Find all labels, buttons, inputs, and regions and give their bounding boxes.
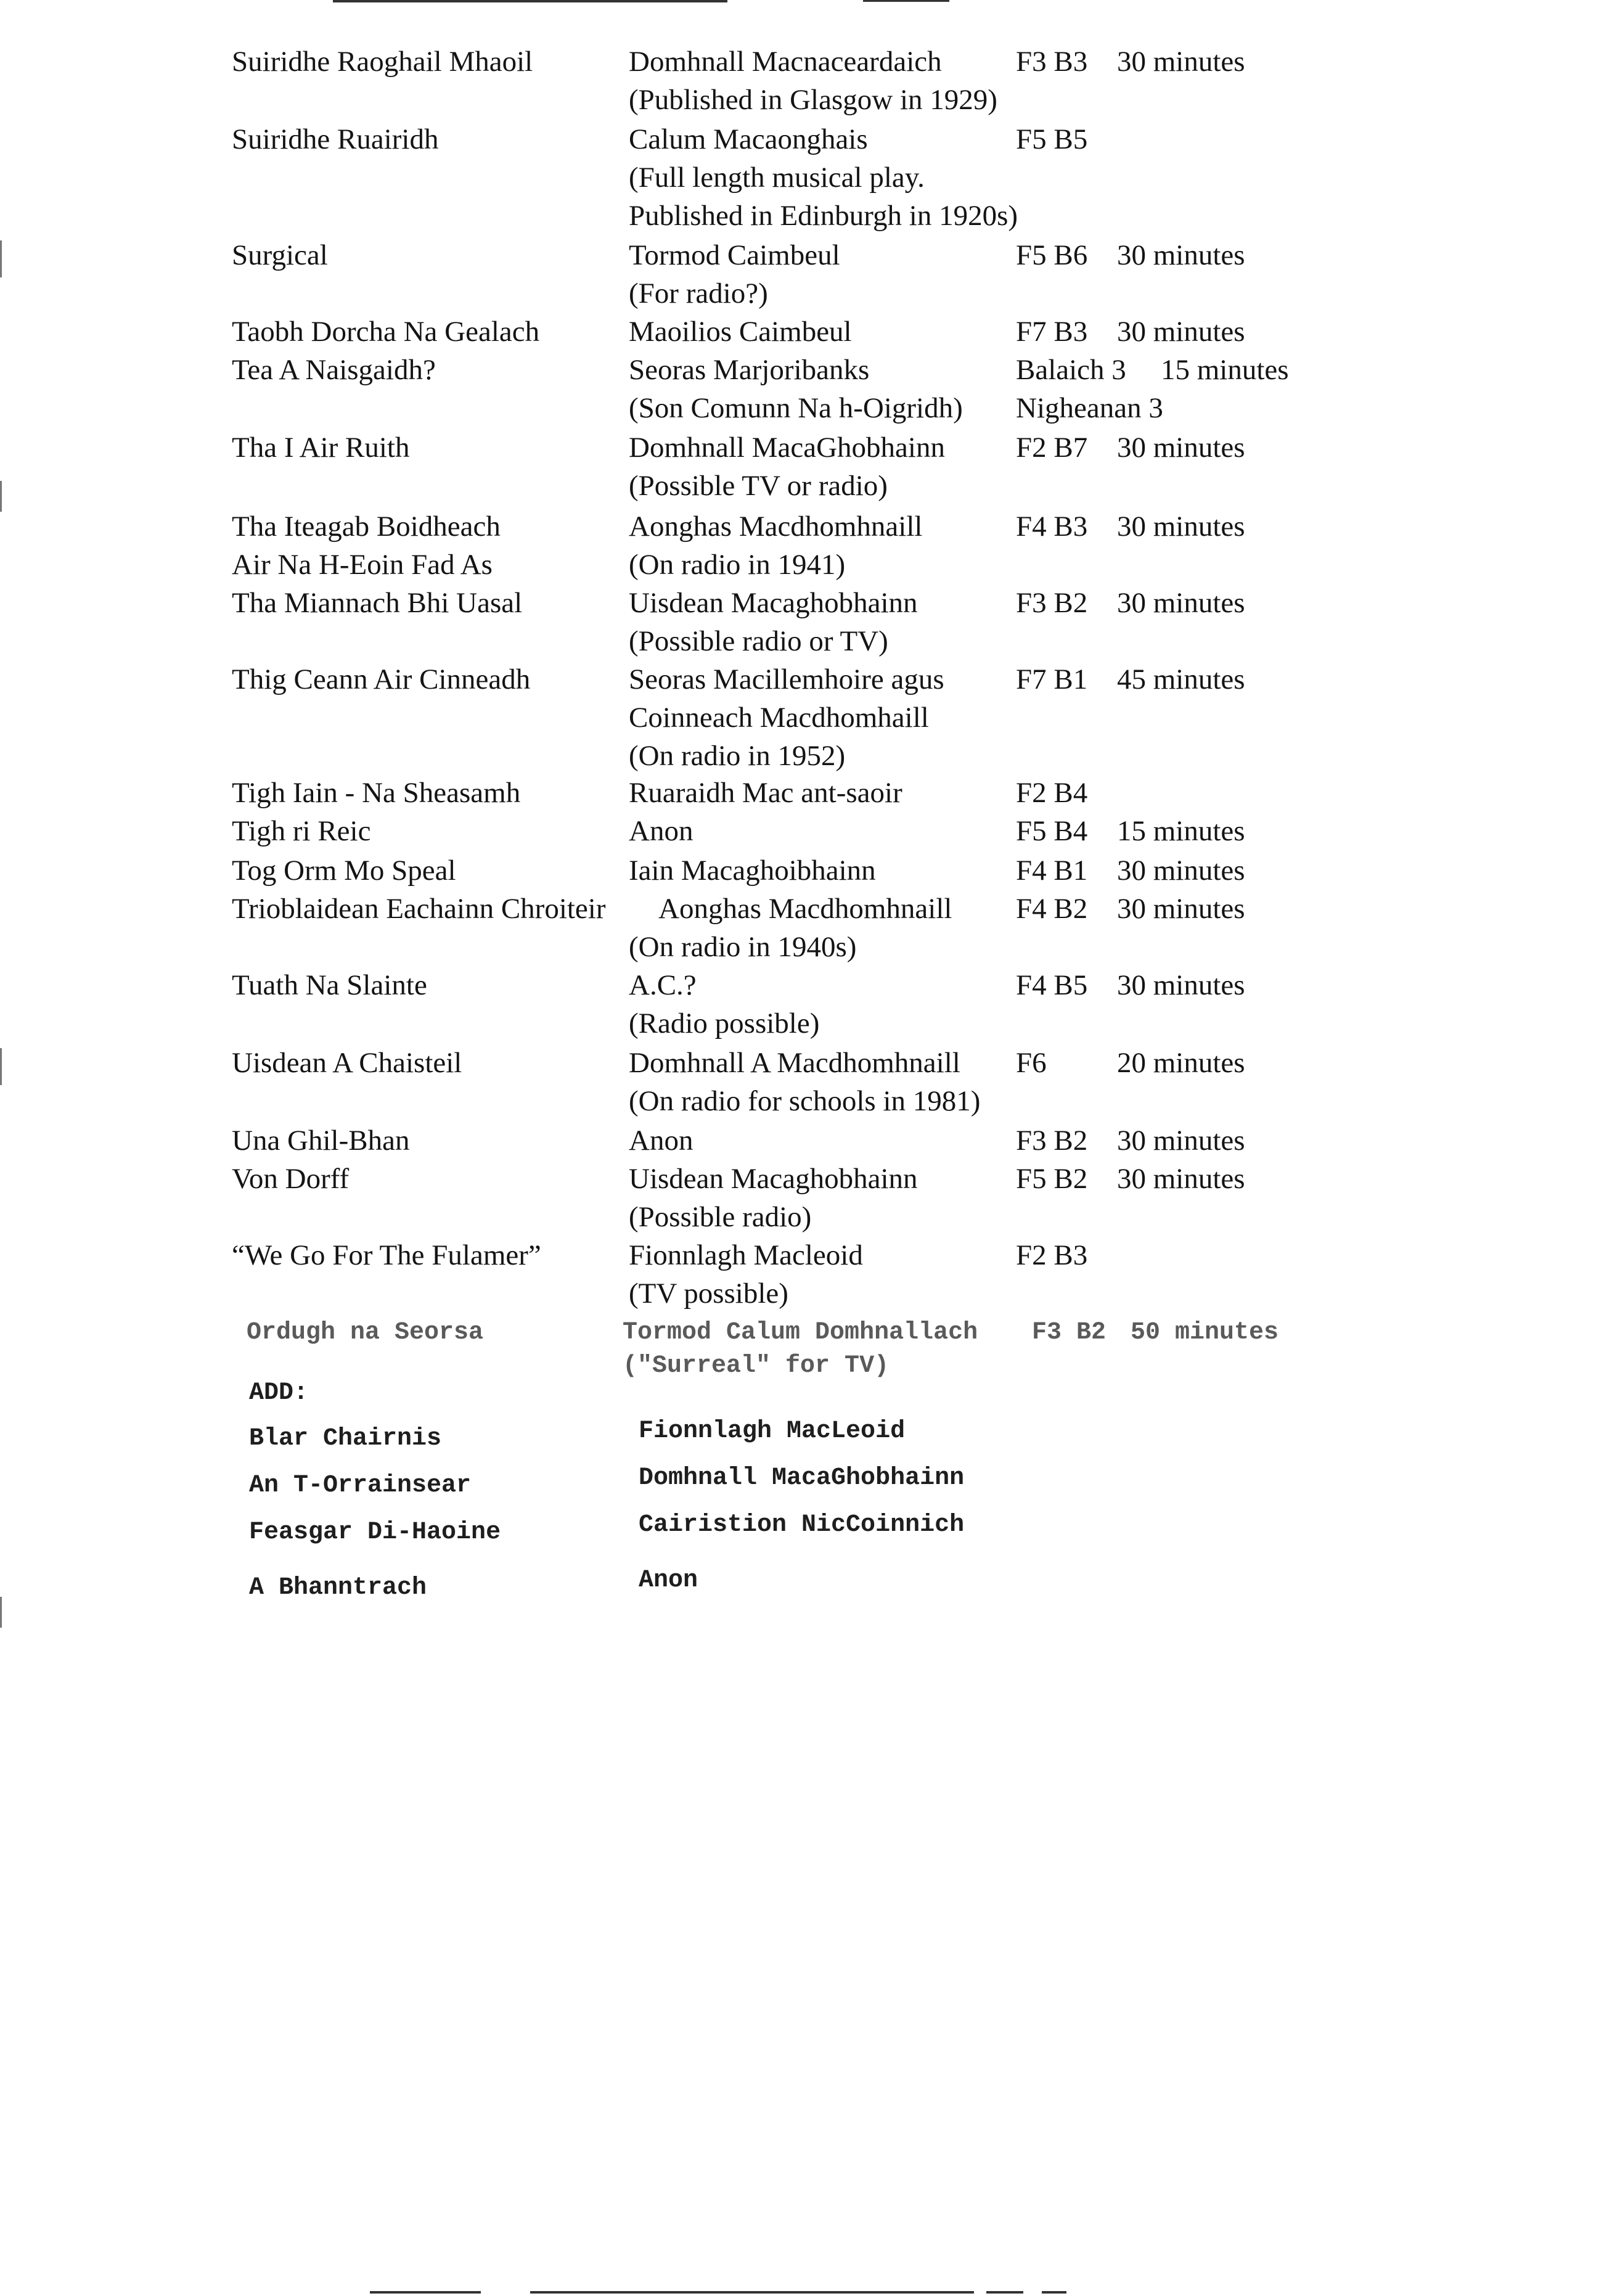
play-author: Seoras Marjoribanks bbox=[629, 354, 870, 386]
play-title: “We Go For The Fulamer” bbox=[232, 1239, 541, 1271]
play-author: Domhnall Macnaceardaich bbox=[629, 46, 942, 78]
play-title: Tigh ri Reic bbox=[232, 815, 371, 847]
play-note: Coinneach Macdhomhaill bbox=[629, 702, 929, 734]
typed-entry-note: ("Surreal" for TV) bbox=[623, 1352, 890, 1380]
play-note: (Published in Glasgow in 1929) bbox=[629, 84, 997, 116]
cast-breakdown: F3 B2 bbox=[1016, 1125, 1088, 1157]
play-author: Aonghas Macdhomhnaill bbox=[658, 893, 952, 925]
play-title: Tigh Iain - Na Sheasamh bbox=[232, 777, 521, 809]
play-title: Trioblaidean Eachainn Chroiteir bbox=[232, 893, 606, 925]
cast-breakdown: F3 B2 bbox=[1016, 587, 1088, 619]
cast-breakdown: F4 B2 bbox=[1016, 893, 1088, 925]
cast-breakdown: F4 B3 bbox=[1016, 510, 1088, 543]
play-note: (Possible TV or radio) bbox=[629, 470, 888, 502]
play-author: A.C.? bbox=[629, 969, 697, 1001]
play-duration: 30 minutes bbox=[1117, 893, 1245, 925]
added-play-title: Feasgar Di-Haoine bbox=[249, 1519, 501, 1546]
play-author: Iain Macaghoibhainn bbox=[629, 855, 876, 887]
cast-breakdown: F3 B3 bbox=[1016, 46, 1088, 78]
play-author: Tormod Caimbeul bbox=[629, 239, 840, 271]
play-note: (For radio?) bbox=[629, 277, 768, 310]
cast-breakdown: F7 B1 bbox=[1016, 663, 1088, 695]
add-heading: ADD: bbox=[249, 1379, 309, 1407]
play-note: (Possible radio) bbox=[629, 1201, 812, 1233]
cast-breakdown: F5 B4 bbox=[1016, 815, 1088, 847]
play-title: Suiridhe Ruairidh bbox=[232, 123, 439, 155]
play-note: (On radio in 1941) bbox=[629, 549, 846, 581]
play-author: Ruaraidh Mac ant-saoir bbox=[629, 777, 902, 809]
play-title: Tha I Air Ruith bbox=[232, 432, 410, 464]
play-duration: 30 minutes bbox=[1117, 587, 1245, 619]
play-note: (On radio in 1952) bbox=[629, 740, 846, 772]
play-duration: 30 minutes bbox=[1117, 46, 1245, 78]
play-author: Uisdean Macaghobhainn bbox=[629, 587, 918, 619]
play-note: (Possible radio or TV) bbox=[629, 625, 888, 657]
cast-breakdown: F5 B6 bbox=[1016, 239, 1088, 271]
typed-entry-author: Tormod Calum Domhnallach bbox=[623, 1319, 978, 1347]
play-note: (On radio in 1940s) bbox=[629, 931, 857, 963]
cast-breakdown: F4 B5 bbox=[1016, 969, 1088, 1001]
top-edge-rule bbox=[333, 0, 727, 2]
play-author: Domhnall MacaGhobhainn bbox=[629, 432, 945, 464]
play-author: Anon bbox=[629, 1125, 693, 1157]
play-title-continued: Air Na H-Eoin Fad As bbox=[232, 549, 493, 581]
play-note: (Full length musical play. bbox=[629, 162, 925, 194]
play-duration: 30 minutes bbox=[1117, 855, 1245, 887]
added-play-author: Cairistion NicCoinnich bbox=[639, 1511, 965, 1539]
added-play-title: An T-Orrainsear bbox=[249, 1472, 472, 1499]
typed-entry-duration: 50 minutes bbox=[1131, 1319, 1279, 1347]
play-title: Tuath Na Slainte bbox=[232, 969, 427, 1001]
added-play-title: Blar Chairnis bbox=[249, 1425, 442, 1453]
play-author: Maoilios Caimbeul bbox=[629, 316, 852, 348]
left-edge-mark bbox=[0, 1048, 2, 1085]
play-author: Anon bbox=[629, 815, 693, 847]
added-play-title: A Bhanntrach bbox=[249, 1574, 427, 1602]
cast-breakdown: F6 bbox=[1016, 1047, 1047, 1079]
cast-breakdown-continued: Nigheanan 3 bbox=[1016, 392, 1163, 424]
left-edge-mark bbox=[0, 481, 2, 512]
play-note: (Radio possible) bbox=[629, 1007, 820, 1039]
play-author: Seoras Macillemhoire agus bbox=[629, 663, 944, 695]
top-edge-rule bbox=[863, 0, 949, 2]
play-author: Calum Macaonghais bbox=[629, 123, 868, 155]
cast-breakdown: F2 B3 bbox=[1016, 1239, 1088, 1271]
play-title: Tea A Naisgaidh? bbox=[232, 354, 436, 386]
bottom-edge-rule bbox=[986, 2291, 1023, 2294]
cast-breakdown: F5 B5 bbox=[1016, 123, 1088, 155]
play-duration: 30 minutes bbox=[1117, 1125, 1245, 1157]
cast-breakdown: F2 B4 bbox=[1016, 777, 1088, 809]
added-play-author: Fionnlagh MacLeoid bbox=[639, 1417, 906, 1445]
play-author: Fionnlagh Macleoid bbox=[629, 1239, 863, 1271]
bottom-edge-rule bbox=[1042, 2291, 1066, 2294]
play-title: Una Ghil-Bhan bbox=[232, 1125, 410, 1157]
bottom-edge-rule bbox=[370, 2291, 481, 2294]
play-title: Thig Ceann Air Cinneadh bbox=[232, 663, 531, 695]
cast-breakdown: F4 B1 bbox=[1016, 855, 1088, 887]
play-author: Uisdean Macaghobhainn bbox=[629, 1163, 918, 1195]
play-title: Tha Miannach Bhi Uasal bbox=[232, 587, 523, 619]
cast-breakdown: F5 B2 bbox=[1016, 1163, 1088, 1195]
play-author: Aonghas Macdhomhnaill bbox=[629, 510, 923, 543]
play-duration: 45 minutes bbox=[1117, 663, 1245, 695]
bottom-edge-rule bbox=[530, 2291, 974, 2294]
play-title: Suiridhe Raoghail Mhaoil bbox=[232, 46, 533, 78]
cast-breakdown: F7 B3 bbox=[1016, 316, 1088, 348]
cast-breakdown: Balaich 3 bbox=[1016, 354, 1126, 386]
left-edge-mark bbox=[0, 1597, 2, 1628]
play-duration: 15 minutes bbox=[1117, 815, 1245, 847]
play-note: (Son Comunn Na h-Oigridh) bbox=[629, 392, 963, 424]
play-duration: 30 minutes bbox=[1117, 239, 1245, 271]
play-duration: 20 minutes bbox=[1117, 1047, 1245, 1079]
play-author: Domhnall A Macdhomhnaill bbox=[629, 1047, 960, 1079]
cast-breakdown: F2 B7 bbox=[1016, 432, 1088, 464]
play-title: Uisdean A Chaisteil bbox=[232, 1047, 462, 1079]
added-play-author: Domhnall MacaGhobhainn bbox=[639, 1464, 965, 1492]
typed-entry-cast: F3 B2 bbox=[1032, 1319, 1107, 1347]
play-duration: 15 minutes bbox=[1161, 354, 1289, 386]
play-duration: 30 minutes bbox=[1117, 969, 1245, 1001]
play-duration: 30 minutes bbox=[1117, 316, 1245, 348]
play-title: Tog Orm Mo Speal bbox=[232, 855, 456, 887]
play-duration: 30 minutes bbox=[1117, 510, 1245, 543]
play-title: Tha Iteagab Boidheach bbox=[232, 510, 501, 543]
typed-entry-title: Ordugh na Seorsa bbox=[247, 1319, 484, 1347]
play-note: (TV possible) bbox=[629, 1277, 788, 1310]
added-play-author: Anon bbox=[639, 1567, 698, 1594]
left-edge-mark bbox=[0, 240, 2, 277]
play-note: (On radio for schools in 1981) bbox=[629, 1085, 981, 1117]
play-duration: 30 minutes bbox=[1117, 1163, 1245, 1195]
play-duration: 30 minutes bbox=[1117, 432, 1245, 464]
play-title: Surgical bbox=[232, 239, 328, 271]
play-note: Published in Edinburgh in 1920s) bbox=[629, 200, 1018, 232]
play-title: Von Dorff bbox=[232, 1163, 350, 1195]
play-title: Taobh Dorcha Na Gealach bbox=[232, 316, 540, 348]
